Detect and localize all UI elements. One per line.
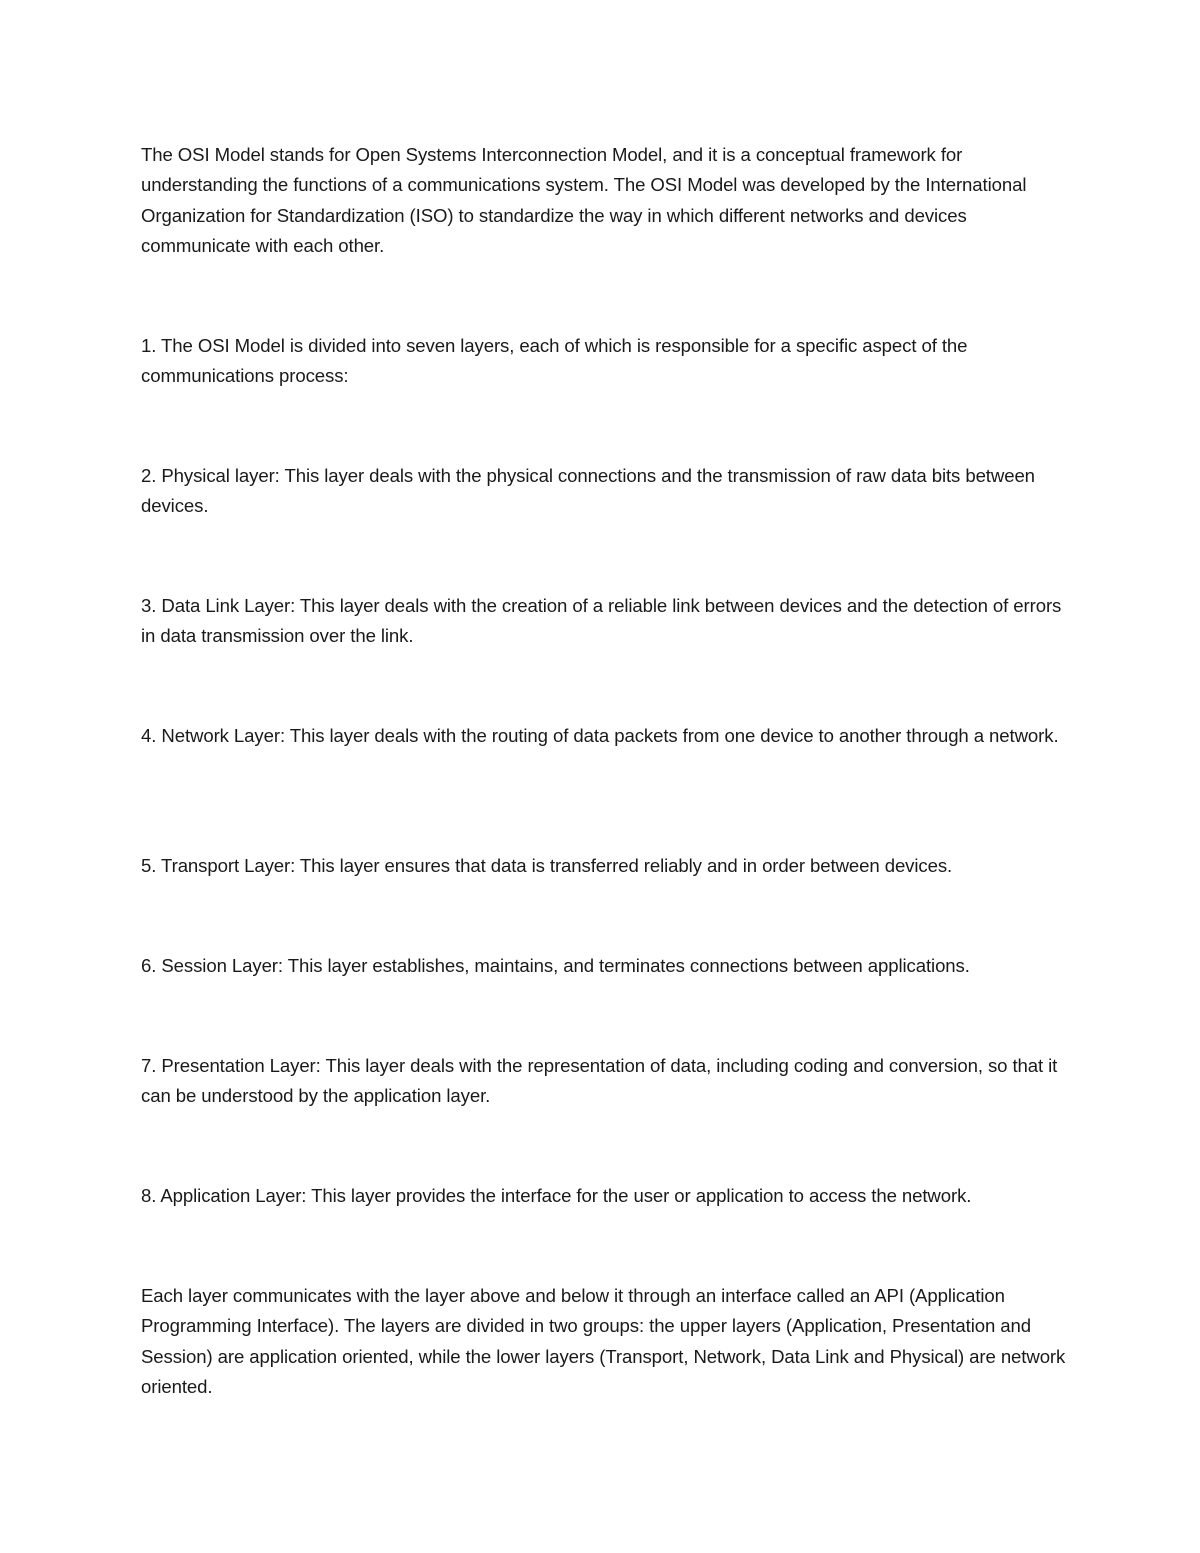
list-item-5: 5. Transport Layer: This layer ensures that data is transferred reliably and in order between devices.	[141, 855, 953, 876]
intro-paragraph: The OSI Model stands for Open Systems Interconnection Model, and it is a conceptual framework for understanding the functions of a communications system. The OSI Model was developed by the International Organization for Standardization (ISO) to standardize the way in which different networks and devices communicate with each other.	[141, 144, 1027, 257]
list-item-7: 7. Presentation Layer: This layer deals with the representation of data, including coding and conversion, so that it can be understood by the application layer.	[141, 1055, 1058, 1107]
list-item-1: 1. The OSI Model is divided into seven layers, each of which is responsible for a specific aspect of the communications process:	[141, 335, 968, 387]
list-item-2: 2. Physical layer: This layer deals with the physical connections and the transmission of raw data bits between devices.	[141, 465, 1035, 517]
list-item-6: 6. Session Layer: This layer establishes, maintains, and terminates connections between applications.	[141, 955, 970, 976]
list-item-8: 8. Application Layer: This layer provides the interface for the user or application to access the network.	[141, 1185, 972, 1206]
closing-paragraph: Each layer communicates with the layer above and below it through an interface called an API (Application Programming Interface). The layers are divided in two groups: the upper layers (Application, Presentation and Session) are application oriented, while the lower layers (Transport, Network, Data Link and Physical) are network oriented.	[141, 1285, 1066, 1398]
list-item-3: 3. Data Link Layer: This layer deals with the creation of a reliable link between devices and the detection of errors in data transmission over the link.	[141, 595, 1062, 647]
list-item-4: 4. Network Layer: This layer deals with the routing of data packets from one device to another through a network.	[141, 725, 1059, 746]
